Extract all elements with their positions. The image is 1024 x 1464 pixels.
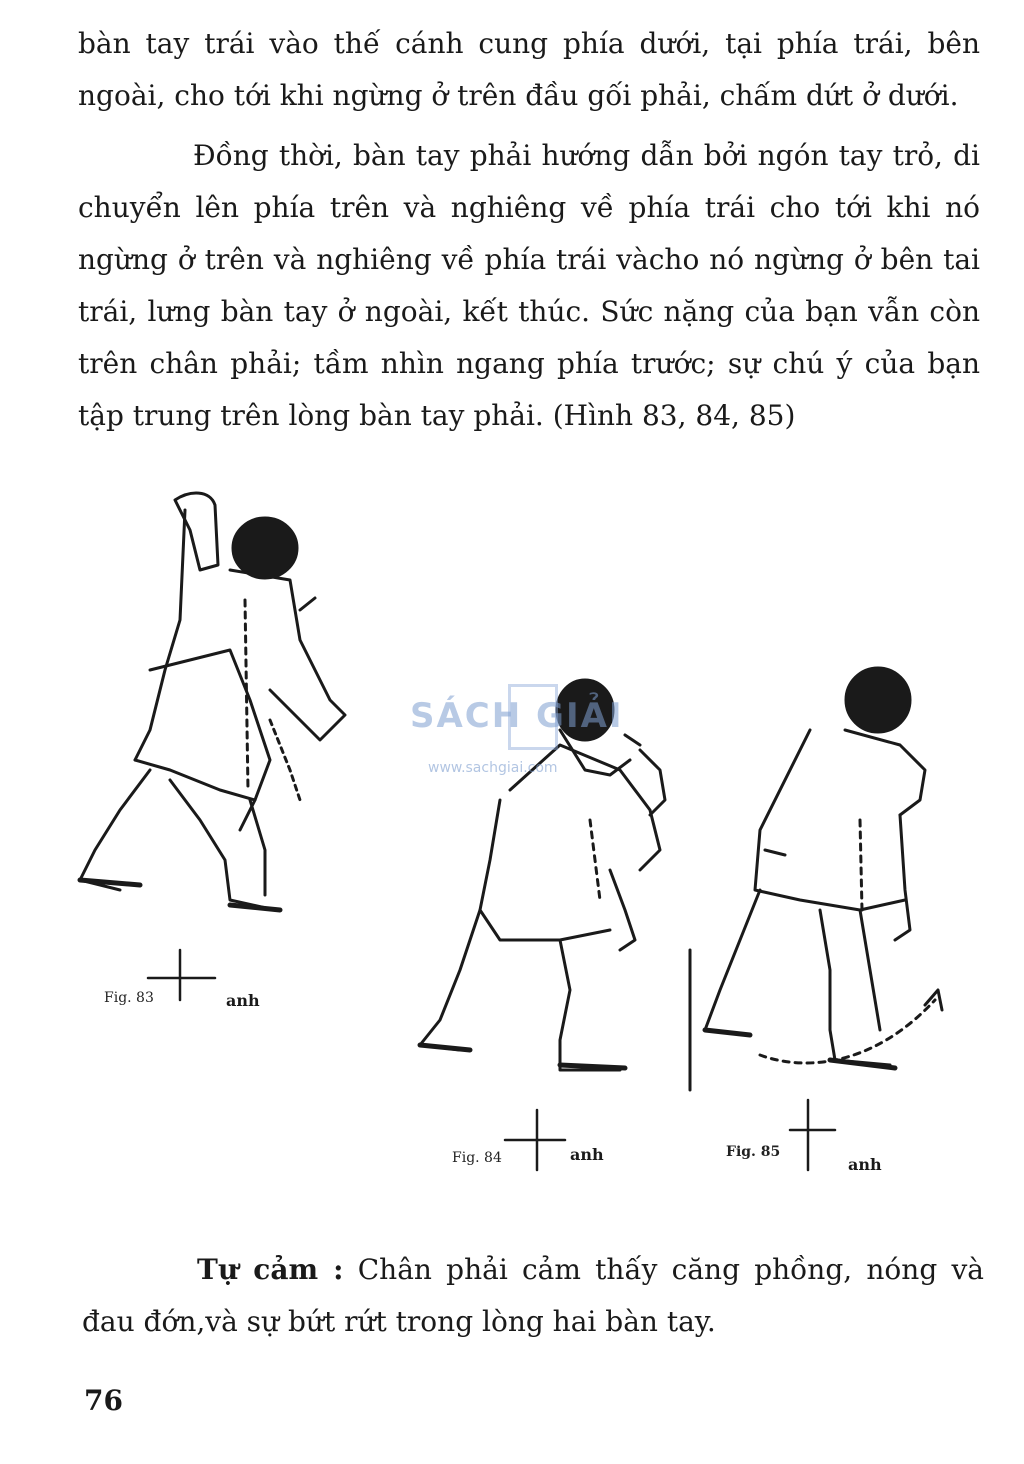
figure-85-caption: Fig. 85 bbox=[726, 1144, 781, 1160]
figure-83-drawing bbox=[80, 493, 345, 910]
figure-85-drawing bbox=[690, 668, 942, 1090]
paragraph-continuation: bàn tay trái vào thế cánh cung phía dưới, tại phía trái, bên ngoài, cho tới khi ngừng ở trên đầu gối phải, chấm dứt ở dưới. bbox=[78, 27, 980, 112]
watermark-title: SÁCH GIẢI bbox=[410, 696, 624, 736]
paragraph-lead: Tự cảm : bbox=[197, 1253, 344, 1286]
orientation-mark: anh bbox=[570, 1145, 604, 1164]
page-number: 76 bbox=[84, 1384, 123, 1417]
paragraph-text: Chân phải cảm thấy căng phồng, nóng và đau đớn,và sự bứt rứt trong lòng hai bàn tay. bbox=[82, 1253, 984, 1338]
figure-83-caption: Fig. 83 bbox=[104, 990, 154, 1006]
orientation-mark: anh bbox=[226, 991, 260, 1010]
paragraph-tu-cam bbox=[82, 1244, 984, 1348]
figure-group bbox=[0, 470, 1024, 1190]
paragraph-body: Đồng thời, bàn tay phải hướng dẫn bởi ngón tay trỏ, di chuyển lên phía trên và nghiêng về phía trái cho tới khi nó ngừng ở trên và nghiêng về phía trái vàcho nó ngừng ở bên tai trái, lưng bàn tay ở ngoài, kết thúc. Sức nặng của bạn vẫn còn trên chân phải; tầm nhìn ngang phía trước; sự chú ý của bạn tập trung trên lòng bàn tay phải. (Hình 83, 84, 85) bbox=[78, 139, 980, 432]
figure-84-caption: Fig. 84 bbox=[452, 1150, 502, 1166]
direction-markers bbox=[148, 950, 835, 1170]
watermark-url: www.sachgiai.com bbox=[428, 760, 558, 776]
orientation-mark: anh bbox=[848, 1155, 882, 1174]
tai-chi-illustrations bbox=[0, 470, 1024, 1190]
